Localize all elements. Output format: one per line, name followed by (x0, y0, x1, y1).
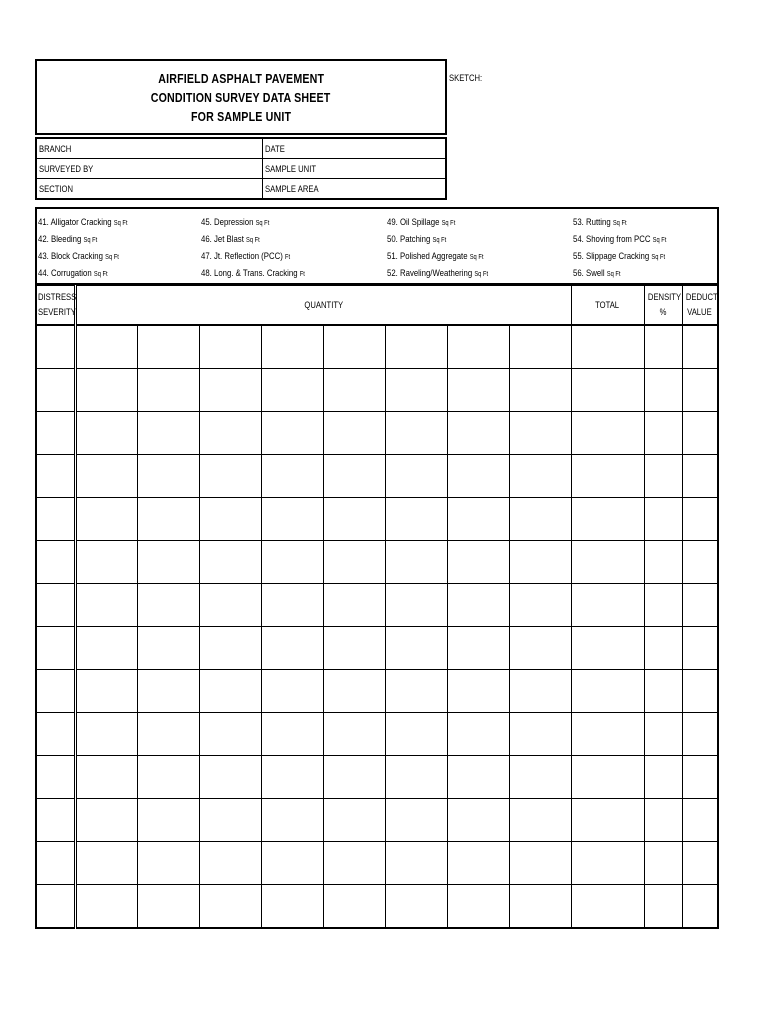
quantity-cell[interactable] (261, 455, 323, 498)
table-row (36, 541, 718, 584)
quantity-cell[interactable] (509, 541, 571, 584)
quantity-cell[interactable] (137, 584, 199, 627)
quantity-cell[interactable] (199, 756, 261, 799)
density-cell[interactable] (644, 412, 682, 455)
deduct-value-cell[interactable] (682, 412, 718, 455)
quantity-cell[interactable] (261, 842, 323, 885)
distress-severity-cell[interactable] (36, 325, 75, 369)
total-cell[interactable] (571, 842, 644, 885)
table-row (36, 756, 718, 799)
distress-item: 50. Patching Sq Ft (387, 234, 447, 245)
density-cell[interactable] (644, 584, 682, 627)
quantity-cell[interactable] (75, 627, 137, 670)
quantity-cell[interactable] (509, 799, 571, 842)
deduct-value-cell[interactable] (682, 670, 718, 713)
table-row (36, 842, 718, 885)
quantity-cell[interactable] (137, 799, 199, 842)
deduct-value-cell[interactable] (682, 541, 718, 584)
quantity-cell[interactable] (261, 498, 323, 541)
grid-header-row (36, 286, 718, 326)
total-cell[interactable] (571, 455, 644, 498)
density-cell[interactable] (644, 627, 682, 670)
quantity-cell[interactable] (323, 627, 385, 670)
quantity-cell[interactable] (137, 325, 199, 369)
density-header: DENSITY % (644, 286, 682, 326)
quantity-cell[interactable] (75, 541, 137, 584)
distress-severity-cell[interactable] (36, 756, 75, 799)
distress-column-3 (387, 215, 510, 283)
distress-column-1 (38, 215, 147, 283)
quantity-cell[interactable] (447, 713, 509, 756)
quantity-cell[interactable] (137, 713, 199, 756)
quantity-cell[interactable] (385, 369, 447, 412)
density-cell[interactable] (644, 455, 682, 498)
quantity-cell[interactable] (323, 325, 385, 369)
density-cell[interactable] (644, 498, 682, 541)
distress-item: 44. Corrugation Sq Ft (38, 268, 108, 279)
quantity-cell[interactable] (199, 584, 261, 627)
distress-item: 45. Depression Sq Ft (201, 217, 270, 228)
distress-item: 51. Polished Aggregate Sq Ft (387, 251, 484, 262)
distress-severity-cell[interactable] (36, 498, 75, 541)
density-cell[interactable] (644, 885, 682, 929)
distress-item: 43. Block Cracking Sq Ft (38, 251, 119, 262)
density-cell[interactable] (644, 756, 682, 799)
quantity-cell[interactable] (75, 799, 137, 842)
quantity-cell[interactable] (385, 541, 447, 584)
quantity-cell[interactable] (199, 498, 261, 541)
quantity-cell[interactable] (385, 756, 447, 799)
quantity-cell[interactable] (385, 498, 447, 541)
quantity-cell[interactable] (509, 455, 571, 498)
quantity-cell[interactable] (447, 369, 509, 412)
quantity-cell[interactable] (199, 885, 261, 929)
quantity-cell[interactable] (261, 670, 323, 713)
quantity-cell[interactable] (75, 756, 137, 799)
form-title-line-1: AIRFIELD ASPHALT PAVEMENT (158, 70, 324, 86)
table-row (36, 498, 718, 541)
quantity-cell[interactable] (447, 670, 509, 713)
distress-severity-cell[interactable] (36, 713, 75, 756)
branch-label: BRANCH (39, 143, 72, 154)
quantity-cell[interactable] (323, 412, 385, 455)
distress-severity-cell[interactable] (36, 541, 75, 584)
table-row (36, 369, 718, 412)
quantity-cell[interactable] (75, 369, 137, 412)
deduct-value-cell[interactable] (682, 799, 718, 842)
quantity-cell[interactable] (323, 369, 385, 412)
quantity-cell[interactable] (323, 756, 385, 799)
distress-severity-cell[interactable] (36, 799, 75, 842)
table-row (36, 713, 718, 756)
distress-item: 48. Long. & Trans. Cracking Ft (201, 268, 305, 279)
quantity-cell[interactable] (261, 756, 323, 799)
quantity-cell[interactable] (447, 584, 509, 627)
quantity-cell[interactable] (75, 325, 137, 369)
deduct-value-cell[interactable] (682, 713, 718, 756)
quantity-cell[interactable] (75, 670, 137, 713)
distress-item: 42. Bleeding Sq Ft (38, 234, 98, 245)
density-cell[interactable] (644, 799, 682, 842)
distress-item: 52. Raveling/Weathering Sq Ft (387, 268, 489, 279)
density-cell[interactable] (644, 369, 682, 412)
quantity-grid (35, 285, 719, 929)
quantity-cell[interactable] (509, 670, 571, 713)
quantity-cell[interactable] (323, 799, 385, 842)
quantity-cell[interactable] (509, 627, 571, 670)
quantity-cell[interactable] (137, 627, 199, 670)
branch-field[interactable] (36, 138, 263, 159)
quantity-cell[interactable] (261, 713, 323, 756)
quantity-cell[interactable] (509, 369, 571, 412)
table-row (36, 885, 718, 929)
quantity-cell[interactable] (447, 885, 509, 929)
distress-item: 46. Jet Blast Sq Ft (201, 234, 260, 245)
quantity-cell[interactable] (261, 584, 323, 627)
quantity-cell[interactable] (385, 325, 447, 369)
total-cell[interactable] (571, 584, 644, 627)
quantity-cell[interactable] (323, 885, 385, 929)
quantity-cell[interactable] (385, 713, 447, 756)
distress-item: 49. Oil Spillage Sq Ft (387, 217, 456, 228)
density-cell[interactable] (644, 713, 682, 756)
quantity-cell[interactable] (323, 670, 385, 713)
deduct-value-cell[interactable] (682, 369, 718, 412)
deduct-value-cell[interactable] (682, 756, 718, 799)
density-cell[interactable] (644, 541, 682, 584)
quantity-cell[interactable] (385, 842, 447, 885)
section-label: SECTION (39, 183, 74, 194)
quantity-cell[interactable] (323, 498, 385, 541)
quantity-cell[interactable] (137, 541, 199, 584)
quantity-cell[interactable] (75, 842, 137, 885)
sketch-label: SKETCH: (449, 73, 483, 83)
quantity-cell[interactable] (261, 412, 323, 455)
quantity-cell[interactable] (509, 412, 571, 455)
total-cell[interactable] (571, 713, 644, 756)
quantity-cell[interactable] (447, 627, 509, 670)
distress-severity-cell[interactable] (36, 369, 75, 412)
quantity-cell[interactable] (199, 713, 261, 756)
table-row (36, 584, 718, 627)
total-header: TOTAL (571, 286, 644, 326)
quantity-cell[interactable] (447, 842, 509, 885)
total-cell[interactable] (571, 325, 644, 369)
surveyed-by-label: SURVEYED BY (39, 163, 94, 174)
distress-severity-cell[interactable] (36, 412, 75, 455)
density-cell[interactable] (644, 325, 682, 369)
quantity-cell[interactable] (137, 670, 199, 713)
total-cell[interactable] (571, 541, 644, 584)
quantity-cell[interactable] (385, 455, 447, 498)
quantity-cell[interactable] (137, 455, 199, 498)
quantity-cell[interactable] (323, 541, 385, 584)
survey-info-table (35, 137, 447, 200)
table-row (36, 627, 718, 670)
form-title-line-2: CONDITION SURVEY DATA SHEET (151, 89, 331, 105)
distress-severity-cell[interactable] (36, 842, 75, 885)
form-title-line-3: FOR SAMPLE UNIT (190, 108, 292, 124)
deduct-value-cell[interactable] (682, 885, 718, 929)
quantity-cell[interactable] (447, 498, 509, 541)
table-row (36, 325, 718, 369)
quantity-cell[interactable] (323, 842, 385, 885)
sample-area-field[interactable] (263, 179, 447, 200)
distress-types-box (35, 207, 719, 285)
total-cell[interactable] (571, 412, 644, 455)
quantity-cell[interactable] (261, 369, 323, 412)
distress-item: 47. Jt. Reflection (PCC) Ft (201, 251, 291, 262)
density-cell[interactable] (644, 842, 682, 885)
quantity-cell[interactable] (261, 885, 323, 929)
quantity-cell[interactable] (75, 498, 137, 541)
total-cell[interactable] (571, 498, 644, 541)
distress-column-2 (201, 215, 328, 283)
quantity-cell[interactable] (199, 627, 261, 670)
quantity-cell[interactable] (137, 842, 199, 885)
total-cell[interactable] (571, 799, 644, 842)
quantity-cell[interactable] (447, 756, 509, 799)
distress-severity-cell[interactable] (36, 627, 75, 670)
quantity-cell[interactable] (199, 325, 261, 369)
surveyed-by-field[interactable] (36, 159, 263, 179)
date-field[interactable] (263, 138, 447, 159)
quantity-cell[interactable] (447, 799, 509, 842)
total-cell[interactable] (571, 627, 644, 670)
quantity-cell[interactable] (261, 541, 323, 584)
distress-severity-cell[interactable] (36, 885, 75, 929)
deduct-value-cell[interactable] (682, 842, 718, 885)
quantity-cell[interactable] (199, 799, 261, 842)
quantity-cell[interactable] (509, 325, 571, 369)
quantity-header: QUANTITY (75, 286, 571, 326)
quantity-cell[interactable] (323, 455, 385, 498)
quantity-cell[interactable] (199, 842, 261, 885)
sample-unit-label: SAMPLE UNIT (265, 163, 317, 174)
quantity-cell[interactable] (509, 498, 571, 541)
quantity-cell[interactable] (137, 756, 199, 799)
distress-severity-cell[interactable] (36, 455, 75, 498)
quantity-cell[interactable] (509, 713, 571, 756)
quantity-cell[interactable] (385, 799, 447, 842)
quantity-cell[interactable] (199, 541, 261, 584)
quantity-cell[interactable] (261, 325, 323, 369)
quantity-cell[interactable] (447, 455, 509, 498)
total-cell[interactable] (571, 670, 644, 713)
deduct-value-cell[interactable] (682, 584, 718, 627)
quantity-cell[interactable] (137, 885, 199, 929)
quantity-cell[interactable] (509, 584, 571, 627)
quantity-cell[interactable] (75, 885, 137, 929)
quantity-cell[interactable] (509, 885, 571, 929)
deduct-value-cell[interactable] (682, 325, 718, 369)
distress-item: 54. Shoving from PCC Sq Ft (573, 234, 667, 245)
deduct-value-cell[interactable] (682, 455, 718, 498)
quantity-cell[interactable] (75, 455, 137, 498)
table-row (36, 412, 718, 455)
quantity-cell[interactable] (385, 584, 447, 627)
quantity-cell[interactable] (447, 541, 509, 584)
quantity-cell[interactable] (385, 885, 447, 929)
sample-area-label: SAMPLE AREA (265, 183, 319, 194)
quantity-cell[interactable] (385, 412, 447, 455)
distress-severity-header: DISTRESS SEVERITY (36, 286, 75, 326)
distress-item: 55. Slippage Cracking Sq Ft (573, 251, 666, 262)
quantity-cell[interactable] (137, 412, 199, 455)
quantity-cell[interactable] (137, 498, 199, 541)
deduct-value-cell[interactable] (682, 627, 718, 670)
quantity-cell[interactable] (509, 756, 571, 799)
distress-item: 41. Alligator Cracking Sq Ft (38, 217, 128, 228)
table-row (36, 455, 718, 498)
sample-unit-field[interactable] (263, 159, 447, 179)
total-cell[interactable] (571, 756, 644, 799)
quantity-cell[interactable] (137, 369, 199, 412)
quantity-cell[interactable] (385, 627, 447, 670)
quantity-cell[interactable] (447, 412, 509, 455)
table-row (36, 799, 718, 842)
quantity-cell[interactable] (199, 369, 261, 412)
density-cell[interactable] (644, 670, 682, 713)
distress-severity-cell[interactable] (36, 584, 75, 627)
quantity-cell[interactable] (447, 325, 509, 369)
quantity-cell[interactable] (509, 842, 571, 885)
distress-column-4 (573, 215, 687, 283)
deduct-value-header: DEDUCT VALUE (682, 286, 718, 326)
total-cell[interactable] (571, 885, 644, 929)
quantity-cell[interactable] (199, 670, 261, 713)
date-label: DATE (265, 143, 285, 154)
quantity-cell[interactable] (199, 455, 261, 498)
quantity-cell[interactable] (75, 412, 137, 455)
quantity-cell[interactable] (385, 670, 447, 713)
quantity-cell[interactable] (75, 584, 137, 627)
quantity-cell[interactable] (323, 713, 385, 756)
quantity-cell[interactable] (75, 713, 137, 756)
total-cell[interactable] (571, 369, 644, 412)
table-row (36, 670, 718, 713)
deduct-value-cell[interactable] (682, 498, 718, 541)
distress-severity-cell[interactable] (36, 670, 75, 713)
form-title-box (35, 59, 447, 135)
distress-item: 53. Rutting Sq Ft (573, 217, 627, 228)
quantity-cell[interactable] (261, 627, 323, 670)
section-field[interactable] (36, 179, 263, 200)
quantity-cell[interactable] (323, 584, 385, 627)
distress-item: 56. Swell Sq Ft (573, 268, 621, 279)
quantity-cell[interactable] (199, 412, 261, 455)
quantity-cell[interactable] (261, 799, 323, 842)
